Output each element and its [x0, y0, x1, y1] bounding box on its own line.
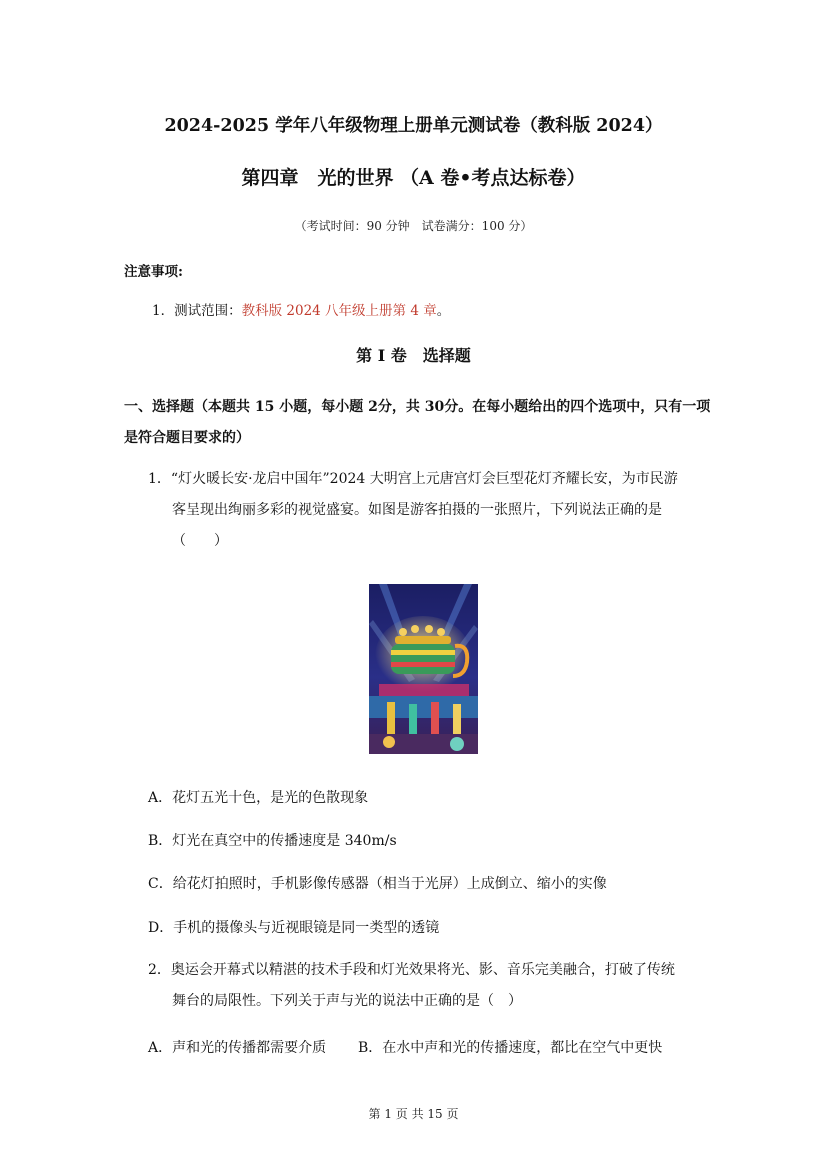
- notice-item-prefix: 1．测试范围：: [152, 303, 242, 319]
- part-heading: 一、选择题（本题共 15 小题，每小题 2分，共 30分。在每小题给出的四个选项中，只有一项是符合题目要求的）: [124, 399, 711, 446]
- lantern-photo: [369, 584, 478, 754]
- page-footer: 第 1 页 共 15 页: [368, 1107, 459, 1121]
- option-b: B．灯光在真空中的传播速度是 340m/s: [148, 833, 397, 849]
- notice-item: [152, 299, 450, 319]
- question-text-line: 舞台的局限性。下列关于声与光的说法中正确的是（ ）: [172, 993, 522, 1009]
- question-number: 1．: [148, 471, 171, 487]
- answer-paren: （ ）: [172, 533, 228, 549]
- question-text-line: 奥运会开幕式以精湛的技术手段和灯光效果将光、影、音乐完美融合，打破了传统: [170, 962, 675, 978]
- chapter-subtitle: 第四章 光的世界 （A 卷•考点达标卷）: [241, 167, 586, 189]
- notice-item-suffix: 。: [436, 303, 451, 319]
- question-1: [148, 464, 708, 557]
- paper-title: 2024-2025 学年八年级物理上册单元测试卷（教科版 2024）: [164, 116, 663, 136]
- question-text-line: “灯火暖长安·龙启中国年”2024 大明宫上元唐宫灯会巨型花灯齐耀长安，为市民游: [170, 471, 678, 487]
- question-2: [148, 955, 708, 1017]
- option-d: D．手机的摄像头与近视眼镜是同一类型的透镜: [148, 920, 440, 936]
- option-a: A．声和光的传播都需要介质: [148, 1040, 327, 1056]
- notice-item-highlight: 教科版 2024 八年级上册第 4 章: [241, 303, 437, 319]
- notice-heading: 注意事项:: [124, 264, 183, 280]
- option-b: B．在水中声和光的传播速度，都比在空气中更快: [358, 1040, 663, 1056]
- option-c: C．给花灯拍照时，手机影像传感器（相当于光屏）上成倒立、缩小的实像: [148, 876, 607, 892]
- section-heading: 第 I 卷 选择题: [356, 346, 471, 365]
- question-text-line: 客呈现出绚丽多彩的视觉盛宴。如图是游客拍摄的一张照片，下列说法正确的是: [172, 502, 662, 518]
- question-number: 2．: [148, 962, 171, 978]
- option-a: A．花灯五光十色，是光的色散现象: [148, 790, 369, 806]
- exam-info: （考试时间：90 分钟 试卷满分：100 分）: [294, 219, 533, 233]
